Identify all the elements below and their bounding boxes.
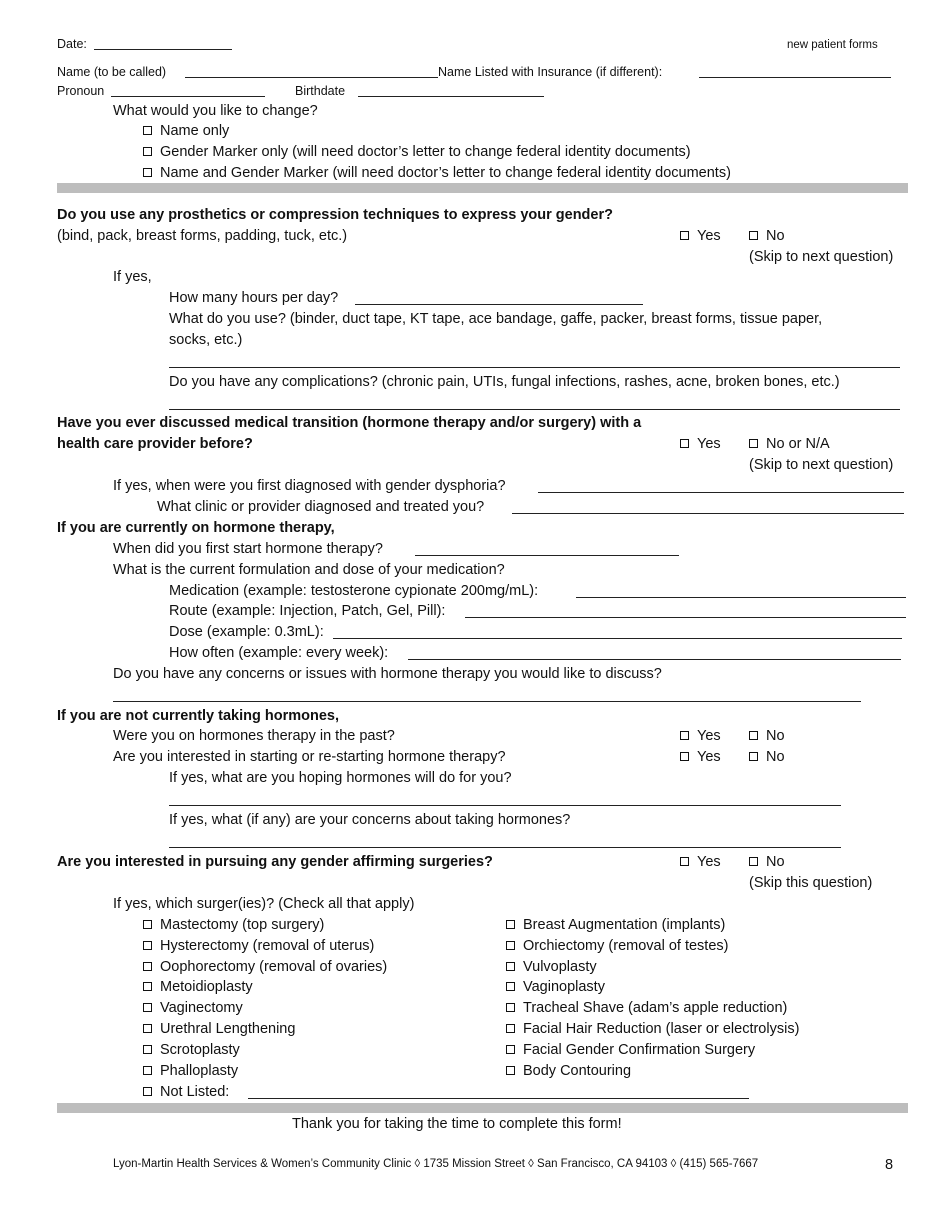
hours-label: How many hours per day? [169, 290, 339, 306]
route-field[interactable] [465, 617, 906, 618]
checkbox-icon[interactable] [143, 1087, 152, 1096]
surgery-left-option[interactable]: Hysterectomy (removal of uterus) [143, 937, 374, 955]
surgery-right-option[interactable]: Facial Gender Confirmation Surgery [506, 1041, 755, 1059]
change-question: What would you like to change? [113, 103, 318, 119]
medication-label: Medication (example: testosterone cypionate 200mg/mL): [169, 583, 539, 599]
surgery-right-option[interactable]: Facial Hair Reduction (laser or electrolysis) [506, 1020, 799, 1038]
checkbox-icon[interactable] [680, 752, 689, 761]
use-field[interactable] [169, 367, 900, 368]
past-yes[interactable]: Yes [680, 727, 721, 745]
checkbox-icon[interactable] [143, 1024, 152, 1033]
surgery-left-option[interactable]: Mastectomy (top surgery) [143, 916, 324, 934]
complications-label: Do you have any complications? (chronic pain, UTIs, fungal infections, rashes, acne, broken bones, etc.) [169, 374, 840, 390]
not-concerns-label: If yes, what (if any) are your concerns about taking hormones? [169, 812, 571, 828]
interested-no[interactable]: No [749, 748, 785, 766]
checkbox-icon[interactable] [506, 920, 515, 929]
pronoun-field[interactable] [111, 96, 265, 97]
diagnosed-label: If yes, when were you first diagnosed with gender dysphoria? [113, 478, 506, 494]
complications-field[interactable] [169, 409, 900, 410]
surgery-right-option[interactable]: Orchiectomy (removal of testes) [506, 937, 728, 955]
surgery-no[interactable]: No [749, 853, 785, 871]
surgery-right-option[interactable]: Breast Augmentation (implants) [506, 916, 725, 934]
date-field[interactable] [94, 49, 232, 50]
surgery-left-option[interactable]: Vaginectomy [143, 999, 243, 1017]
checkbox-icon[interactable] [680, 731, 689, 740]
dose-field[interactable] [333, 638, 902, 639]
change-option-name[interactable]: Name only [143, 122, 229, 140]
surgery-skip: (Skip this question) [749, 875, 873, 891]
not-listed-option[interactable]: Not Listed: [143, 1083, 229, 1101]
change-option-gender[interactable]: Gender Marker only (will need doctor’s letter to change federal identity documents) [143, 143, 691, 161]
transition-yes[interactable]: Yes [680, 435, 721, 453]
prosthetics-no[interactable]: No [749, 227, 785, 245]
surgery-left-option[interactable]: Scrotoplasty [143, 1041, 240, 1059]
clinic-label: What clinic or provider diagnosed and treated you? [157, 499, 485, 515]
prosthetics-if-yes: If yes, [113, 269, 152, 285]
transition-no[interactable]: No or N/A [749, 435, 830, 453]
start-field[interactable] [415, 555, 679, 556]
transition-question-2: health care provider before? [57, 436, 253, 452]
hormone-current-heading: If you are currently on hormone therapy, [57, 520, 335, 536]
start-label: When did you first start hormone therapy? [113, 541, 383, 557]
checkbox-icon[interactable] [749, 752, 758, 761]
surgery-left-option[interactable]: Metoidioplasty [143, 978, 253, 996]
surgery-right-option[interactable]: Vaginoplasty [506, 978, 605, 996]
checkbox-icon[interactable] [143, 1045, 152, 1054]
surgery-left-option[interactable]: Urethral Lengthening [143, 1020, 295, 1038]
checkbox-icon[interactable] [506, 982, 515, 991]
not-concerns-field[interactable] [169, 847, 841, 848]
hormone-concerns-field[interactable] [113, 701, 861, 702]
not-listed-field[interactable] [248, 1098, 749, 1099]
medication-field[interactable] [576, 597, 906, 598]
form-tag: new patient forms [787, 39, 878, 51]
hoping-label: If yes, what are you hoping hormones will do for you? [169, 770, 512, 786]
checkbox-icon[interactable] [749, 439, 758, 448]
page-number: 8 [885, 1157, 894, 1173]
checkbox-icon[interactable] [143, 1066, 152, 1075]
name-called-label: Name (to be called) [57, 65, 167, 79]
section-divider [57, 183, 908, 193]
interested-label: Are you interested in starting or re-starting hormone therapy? [113, 749, 506, 765]
use-label-2: socks, etc.) [169, 332, 243, 348]
surgery-right-option[interactable]: Body Contouring [506, 1062, 631, 1080]
surgery-right-option[interactable]: Tracheal Shave (adam’s apple reduction) [506, 999, 787, 1017]
name-insurance-label: Name Listed with Insurance (if different): [438, 65, 663, 79]
how-often-field[interactable] [408, 659, 901, 660]
checkbox-icon[interactable] [749, 231, 758, 240]
checkbox-icon[interactable] [506, 941, 515, 950]
hoping-field[interactable] [169, 805, 841, 806]
checkbox-icon[interactable] [143, 920, 152, 929]
hours-field[interactable] [355, 304, 643, 305]
section-divider [57, 1103, 908, 1113]
prosthetics-examples: (bind, pack, breast forms, padding, tuck, etc.) [57, 228, 348, 244]
surgery-left-option[interactable]: Phalloplasty [143, 1062, 238, 1080]
name-called-field[interactable] [185, 77, 438, 78]
checkbox-icon[interactable] [506, 962, 515, 971]
use-label-1: What do you use? (binder, duct tape, KT tape, ace bandage, gaffe, packer, breast forms, tissue paper, [169, 311, 823, 327]
hormone-concerns-label: Do you have any concerns or issues with hormone therapy you would like to discuss? [113, 666, 662, 682]
prosthetics-question: Do you use any prosthetics or compression techniques to express your gender? [57, 207, 613, 223]
prosthetics-yes[interactable]: Yes [680, 227, 721, 245]
birthdate-label: Birthdate [295, 84, 346, 98]
surgery-which: If yes, which surger(ies)? (Check all that apply) [113, 896, 415, 912]
checkbox-icon[interactable] [680, 857, 689, 866]
formulation-label: What is the current formulation and dose of your medication? [113, 562, 505, 578]
checkbox-icon[interactable] [143, 1003, 152, 1012]
checkbox-icon[interactable] [680, 439, 689, 448]
date-label: Date: [57, 37, 87, 51]
prosthetics-skip: (Skip to next question) [749, 249, 894, 265]
checkbox-icon[interactable] [749, 857, 758, 866]
surgery-yes[interactable]: Yes [680, 853, 721, 871]
surgery-right-option[interactable]: Vulvoplasty [506, 958, 597, 976]
transition-skip: (Skip to next question) [749, 457, 894, 473]
checkbox-icon[interactable] [680, 231, 689, 240]
checkbox-icon[interactable] [506, 1045, 515, 1054]
past-label: Were you on hormones therapy in the past? [113, 728, 395, 744]
surgery-question: Are you interested in pursuing any gender affirming surgeries? [57, 854, 493, 870]
clinic-field[interactable] [512, 513, 904, 514]
thanks-text: Thank you for taking the time to complete this form! [292, 1116, 622, 1132]
checkbox-icon[interactable] [143, 982, 152, 991]
transition-question-1: Have you ever discussed medical transition (hormone therapy and/or surgery) with a [57, 415, 642, 431]
checkbox-icon[interactable] [749, 731, 758, 740]
checkbox-icon[interactable] [143, 168, 152, 177]
surgery-left-option[interactable]: Oophorectomy (removal of ovaries) [143, 958, 387, 976]
name-insurance-field[interactable] [699, 77, 891, 78]
diagnosed-field[interactable] [538, 492, 904, 493]
dose-label: Dose (example: 0.3mL): [169, 624, 324, 640]
change-option-both[interactable]: Name and Gender Marker (will need doctor’s letter to change federal identity documents) [143, 164, 731, 182]
checkbox-icon[interactable] [143, 941, 152, 950]
hormone-not-heading: If you are not currently taking hormones, [57, 708, 339, 724]
checkbox-icon[interactable] [506, 1003, 515, 1012]
birthdate-field[interactable] [358, 96, 544, 97]
route-label: Route (example: Injection, Patch, Gel, Pill): [169, 603, 446, 619]
interested-yes[interactable]: Yes [680, 748, 721, 766]
checkbox-icon[interactable] [143, 147, 152, 156]
checkbox-icon[interactable] [143, 126, 152, 135]
past-no[interactable]: No [749, 727, 785, 745]
checkbox-icon[interactable] [506, 1024, 515, 1033]
pronoun-label: Pronoun [57, 84, 105, 98]
checkbox-icon[interactable] [143, 962, 152, 971]
how-often-label: How often (example: every week): [169, 645, 389, 661]
checkbox-icon[interactable] [506, 1066, 515, 1075]
clinic-address: Lyon-Martin Health Services & Women’s Community Clinic ◊ 1735 Mission Street ◊ San Francisco, CA 94103 ◊ (415) 565-7667 [113, 1158, 759, 1170]
